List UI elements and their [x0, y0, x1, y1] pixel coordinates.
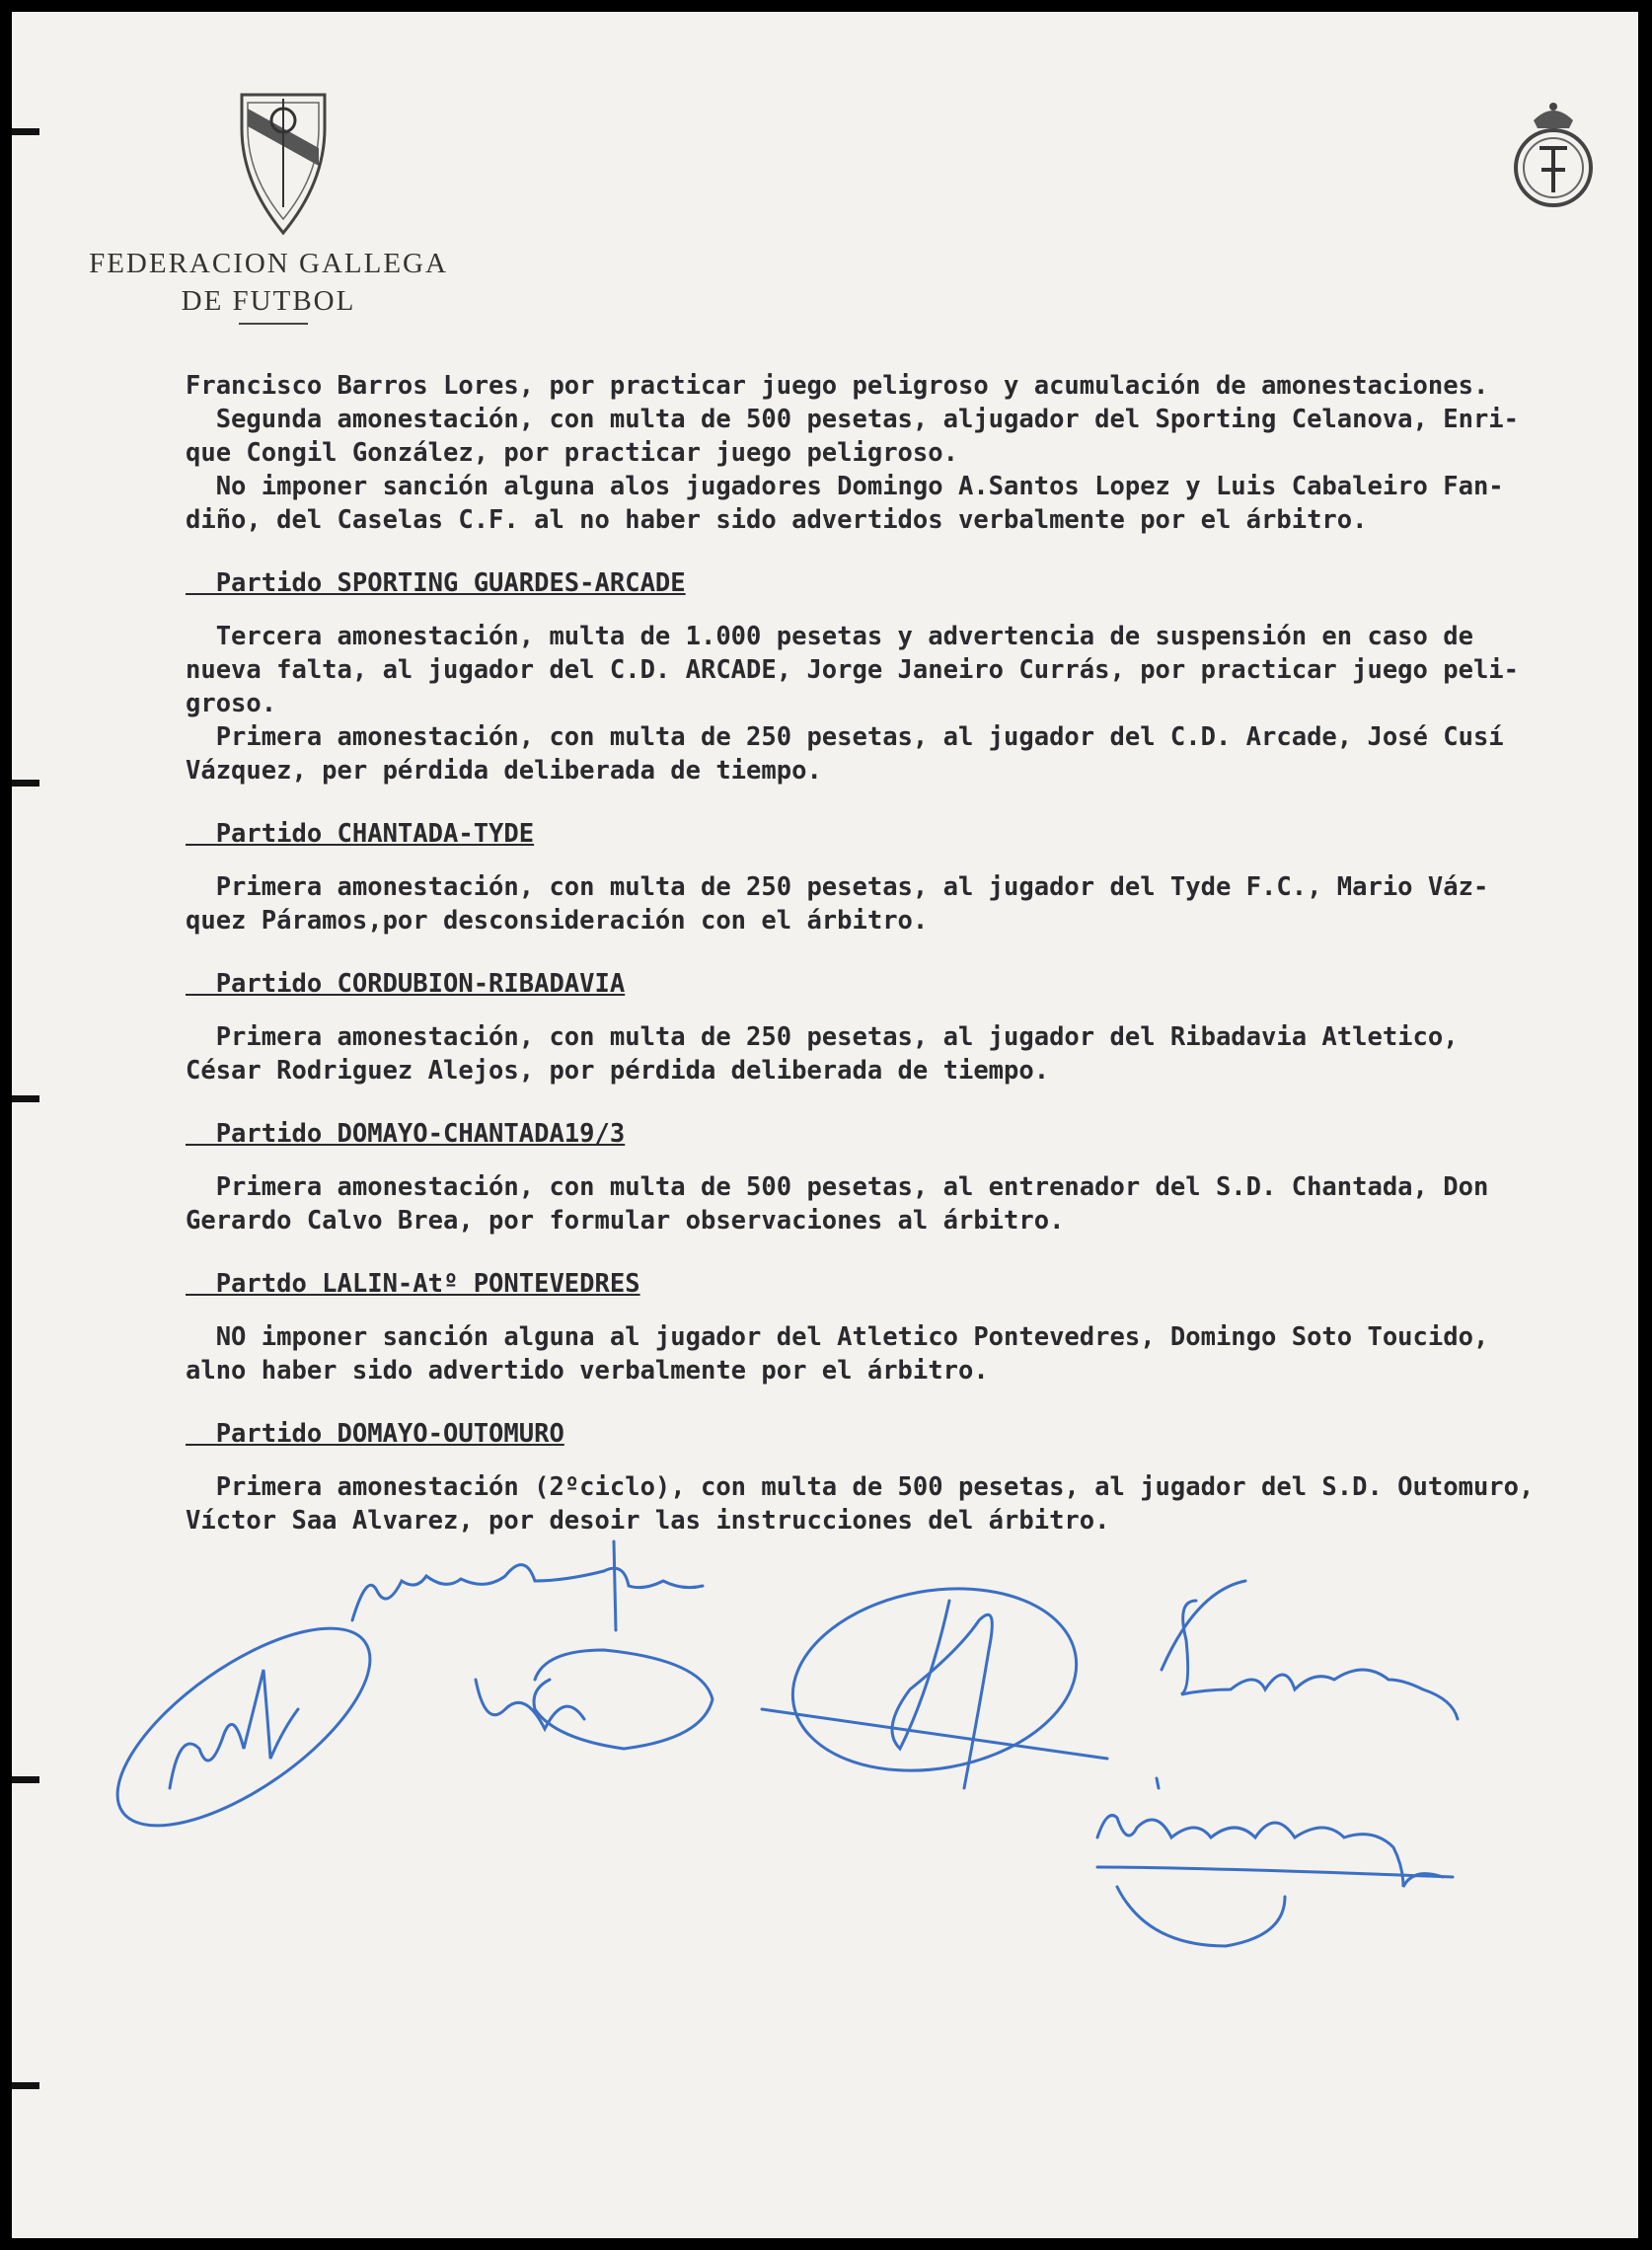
match-heading: Partdo LALIN-Atº PONTEVEDRES — [186, 1269, 640, 1299]
handwritten-signature-1 — [88, 1592, 401, 1862]
punch-hole-mark — [12, 1095, 39, 1102]
match-heading: Partido DOMAYO-CHANTADA19/3 — [186, 1119, 626, 1149]
federation-name — [71, 245, 466, 320]
match-heading: Partido SPORTING GUARDES-ARCADE — [186, 568, 686, 598]
org-name-line1: FEDERACION GALLEGA — [89, 248, 448, 279]
text-line: nueva falta, al jugador del C.D. ARCADE, Jorge Janeiro Currás, por practicar juego peli- — [186, 655, 1520, 685]
handwritten-signature-4 — [1162, 1581, 1458, 1719]
text-line: Primera amonestación, con multa de 500 pesetas, al entrenador del S.D. Chantada, Don — [186, 1172, 1489, 1202]
text-line: Tercera amonestación, multa de 1.000 pesetas y advertencia de suspensión en caso de — [186, 622, 1473, 651]
text-line: diño, del Caselas C.F. al no haber sido advertidos verbalmente por el árbitro. — [186, 505, 1368, 535]
text-line: Víctor Saa Alvarez, por desoir las instrucciones del árbitro. — [186, 1506, 1110, 1536]
punch-hole-mark — [12, 1776, 39, 1783]
text-line: que Congil González, por practicar juego peligroso. — [186, 438, 958, 468]
text-line: Gerardo Calvo Brea, por formular observaciones al árbitro. — [186, 1206, 1065, 1236]
text-line: groso. — [186, 689, 277, 718]
handwritten-signature-2 — [352, 1541, 713, 1749]
text-line: NO imponer sanción alguna al jugador del Atletico Pontevedres, Domingo Soto Toucido, — [186, 1322, 1489, 1352]
resolution-text — [186, 369, 1626, 1538]
match-heading: Partido CHANTADA-TYDE — [186, 819, 535, 849]
match-heading: Partido CORDUBION-RIBADAVIA — [186, 969, 626, 999]
punch-hole-mark — [12, 780, 39, 787]
punch-hole-mark — [12, 2082, 39, 2089]
text-line: Primera amonestación (2ºciclo), con multa de 500 pesetas, al jugador del S.D. Outomuro, — [186, 1472, 1535, 1502]
text-line: Segunda amonestación, con multa de 500 pesetas, aljugador del Sporting Celanova, Enri- — [186, 405, 1520, 434]
text-line: No imponer sanción alguna alos jugadores Domingo A.Santos Lopez y Luis Cabaleiro Fan- — [186, 472, 1504, 501]
punch-hole-mark — [12, 128, 39, 135]
letterhead-rule — [239, 323, 308, 325]
text-line: alno haber sido advertido verbalmente por el árbitro. — [186, 1356, 989, 1386]
crowned-crest-logo — [1504, 99, 1603, 212]
org-name-line2: DE FUTBOL — [181, 285, 356, 317]
text-line: Francisco Barros Lores, por practicar juego peligroso y acumulación de amonestaciones. — [186, 371, 1489, 401]
federation-shield-logo — [234, 89, 333, 237]
handwritten-signature-5 — [1097, 1778, 1453, 1946]
text-line: Primera amonestación, con multa de 250 pesetas, al jugador del Ribadavia Atletico, — [186, 1022, 1459, 1052]
match-heading: Partido DOMAYO-OUTOMURO — [186, 1419, 564, 1449]
handwritten-signature-3 — [762, 1567, 1107, 1792]
text-line: Primera amonestación, con multa de 250 pesetas, al jugador del Tyde F.C., Mario Váz- — [186, 872, 1489, 902]
text-line: quez Páramos,por desconsideración con el árbitro. — [186, 906, 929, 936]
text-line: César Rodriguez Alejos, por pérdida deliberada de tiempo. — [186, 1056, 1050, 1086]
document-page — [12, 12, 1638, 2238]
text-line: Primera amonestación, con multa de 250 pesetas, al jugador del C.D. Arcade, José Cusí — [186, 722, 1504, 752]
text-line: Vázquez, per pérdida deliberada de tiempo. — [186, 756, 822, 786]
